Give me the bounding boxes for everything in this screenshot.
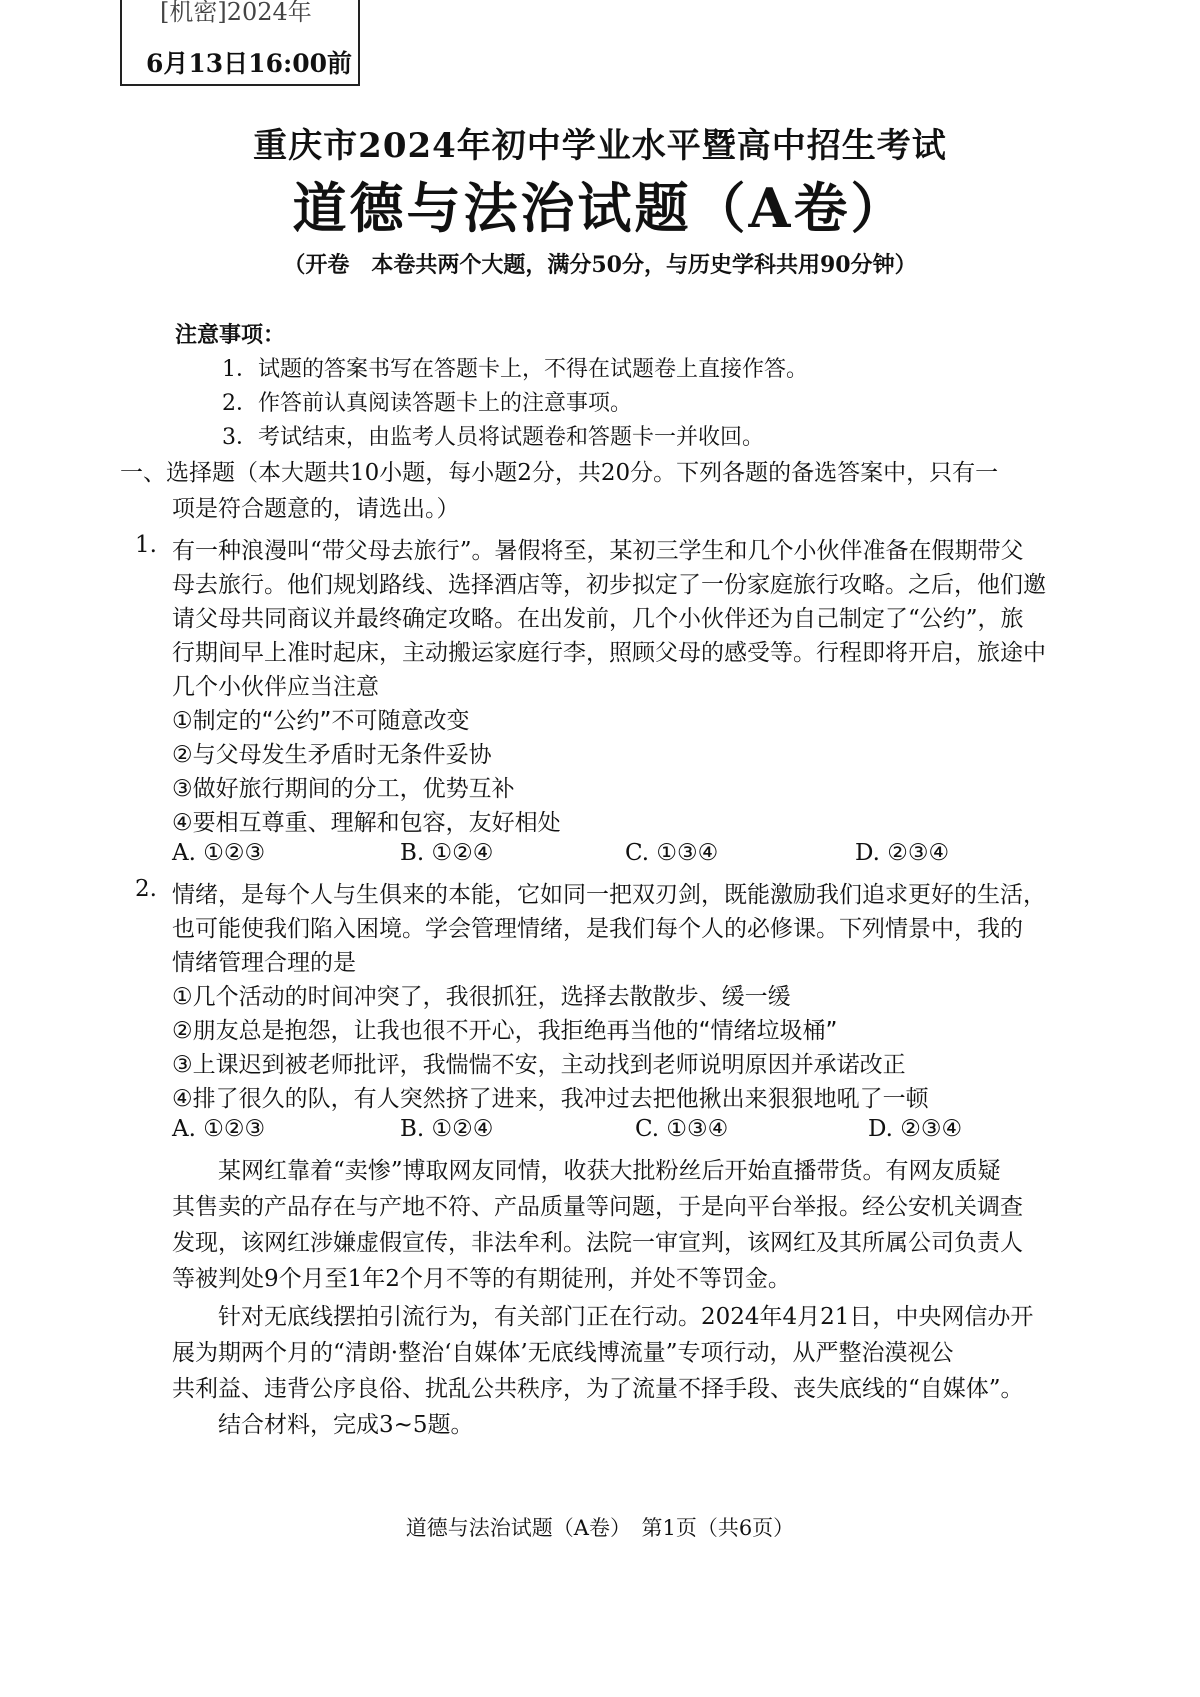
material-line: 某网红靠着“卖惨”博取网友同情，收获大批粉丝后开始直播带货。有网友质疑 bbox=[218, 1158, 1001, 1184]
option-statement: ③做好旅行期间的分工，优势互补 bbox=[172, 776, 515, 802]
question-stem-line: 有一种浪漫叫“带父母去旅行”。暑假将至，某初三学生和几个小伙伴准备在假期带父 bbox=[172, 538, 1024, 564]
notice-item: 2．作答前认真阅读答题卡上的注意事项。 bbox=[222, 391, 632, 416]
page-footer: 道德与法治试题（A卷） 第1页（共6页） bbox=[405, 1516, 795, 1540]
section-heading: 一、选择题（本大题共10小题，每小题2分，共20分。下列各题的备选答案中，只有一 bbox=[120, 460, 999, 486]
material-line: 其售卖的产品存在与产地不符、产品质量等问题，于是向平台举报。经公安机关调查 bbox=[172, 1194, 1023, 1220]
deadline-stamp bbox=[120, 0, 360, 86]
section-heading-cont: 项是符合题意的，请选出。） bbox=[172, 496, 460, 522]
question-stem-line: 也可能使我们陷入困境。学会管理情绪，是我们每个人的必修课。下列情景中，我的 bbox=[172, 916, 1023, 942]
answer-choice-c: C. ①③④ bbox=[625, 840, 719, 866]
option-statement: ②朋友总是抱怨，让我也很不开心，我拒绝再当他的“情绪垃圾桶” bbox=[172, 1018, 838, 1044]
notice-heading: 注意事项： bbox=[175, 322, 286, 348]
question-stem-line: 情绪管理合理的是 bbox=[172, 950, 356, 976]
material-line: 展为期两个月的“清朗·整治‘自媒体’无底线博流量”专项行动，从严整治漠视公 bbox=[172, 1340, 954, 1366]
question-stem-line: 行期间早上准时起床，主动搬运家庭行李，照顾父母的感受等。行程即将开启，旅途中 bbox=[172, 640, 1046, 666]
question-stem-line: 母去旅行。他们规划路线、选择酒店等，初步拟定了一份家庭旅行攻略。之后，他们邀 bbox=[172, 572, 1046, 598]
notice-item: 3．考试结束，由监考人员将试题卷和答题卡一并收回。 bbox=[222, 425, 764, 450]
option-statement: ④排了很久的队，有人突然挤了进来，我冲过去把他揪出来狠狠地吼了一顿 bbox=[172, 1086, 929, 1112]
option-statement: ④要相互尊重、理解和包容，友好相处 bbox=[172, 810, 561, 836]
option-statement: ①制定的“公约”不可随意改变 bbox=[172, 708, 470, 734]
stamp-top-text: [机密]2024年 bbox=[160, 0, 312, 26]
option-statement: ②与父母发生矛盾时无条件妥协 bbox=[172, 742, 492, 768]
stamp-deadline-text: 6月13日16:00前 bbox=[146, 49, 352, 78]
answer-choice-b: B. ①②④ bbox=[400, 1116, 494, 1142]
answer-choice-a: A. ①②③ bbox=[172, 840, 266, 866]
material-line: 发现，该网红涉嫌虚假宣传，非法牟利。法院一审宣判，该网红及其所属公司负责人 bbox=[172, 1230, 1023, 1256]
notice-item: 1．试题的答案书写在答题卡上，不得在试题卷上直接作答。 bbox=[222, 357, 808, 382]
answer-choice-a: A. ①②③ bbox=[172, 1116, 266, 1142]
material-line: 共利益、违背公序良俗、扰乱公共秩序，为了流量不择手段、丧失底线的“自媒体”。 bbox=[172, 1376, 1024, 1402]
answer-choice-d: D. ②③④ bbox=[868, 1116, 963, 1142]
option-statement: ①几个活动的时间冲突了，我很抓狂，选择去散散步、缓一缓 bbox=[172, 984, 791, 1010]
option-statement: ③上课迟到被老师批评，我惴惴不安，主动找到老师说明原因并承诺改正 bbox=[172, 1052, 906, 1078]
material-line: 针对无底线摆拍引流行为，有关部门正在行动。2024年4月21日，中央网信办开 bbox=[218, 1304, 1034, 1330]
answer-choice-c: C. ①③④ bbox=[635, 1116, 729, 1142]
question-stem-line: 几个小伙伴应当注意 bbox=[172, 674, 379, 700]
paper-title: 道德与法治试题（A卷） bbox=[292, 176, 908, 240]
question-stem-line: 请父母共同商议并最终确定攻略。在出发前，几个小伙伴还为自己制定了“公约”，旅 bbox=[172, 606, 1024, 632]
material-line: 等被判处9个月至1年2个月不等的有期徒刑，并处不等罚金。 bbox=[172, 1266, 791, 1292]
paper-info: （开卷 本卷共两个大题，满分50分，与历史学科共用90分钟） bbox=[283, 252, 917, 278]
question-number: 2. bbox=[135, 876, 157, 902]
answer-choice-b: B. ①②④ bbox=[400, 840, 494, 866]
question-stem-line: 情绪，是每个人与生俱来的本能，它如同一把双刃剑，既能激励我们追求更好的生活， bbox=[172, 882, 1046, 908]
question-number: 1. bbox=[135, 532, 157, 558]
answer-choice-d: D. ②③④ bbox=[855, 840, 950, 866]
material-line: 结合材料，完成3~5题。 bbox=[218, 1412, 474, 1438]
exam-name: 重庆市2024年初中学业水平暨高中招生考试 bbox=[253, 126, 947, 166]
